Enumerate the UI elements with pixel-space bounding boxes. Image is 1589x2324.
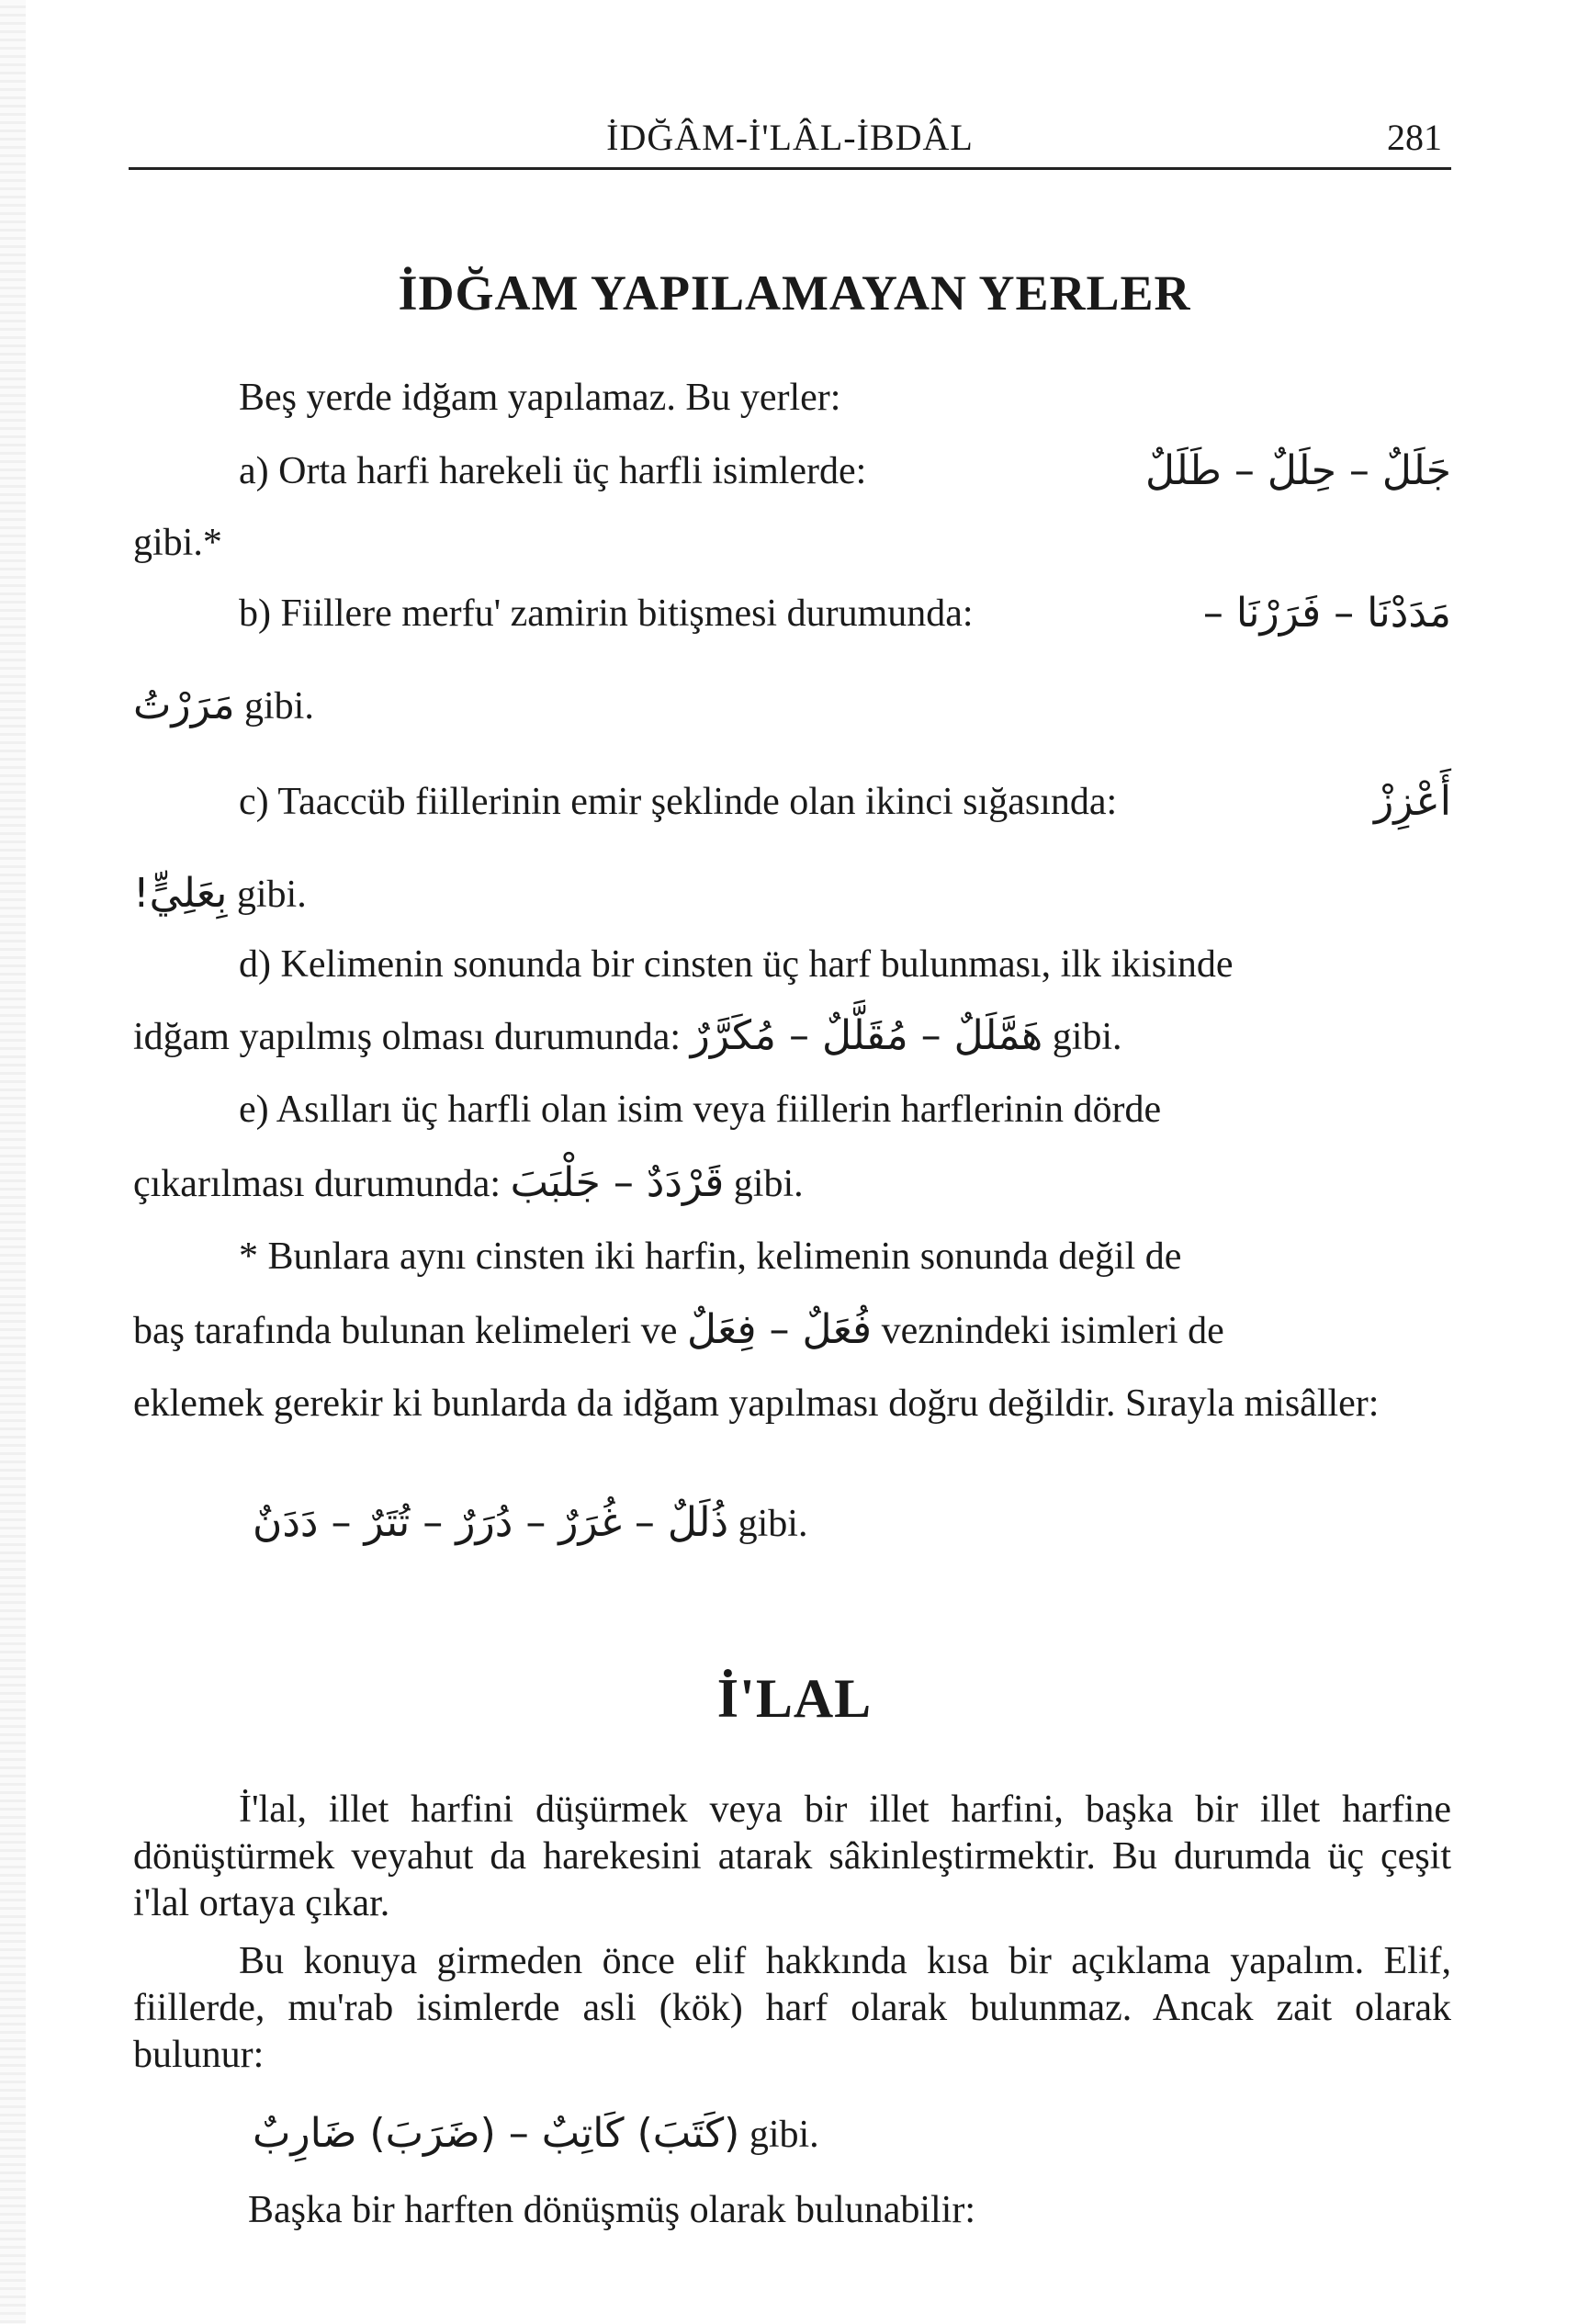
scan-edge xyxy=(0,0,26,2324)
page-header xyxy=(129,112,1451,170)
section-title-ilal: İ'LAL xyxy=(716,1668,873,1729)
ilal-example-arabic: (كَتَبَ) كَاتِبٌ – (ضَرَبَ) ضَارِبٌ xyxy=(253,2110,740,2157)
item-a-line xyxy=(133,446,1451,497)
item-d-line1: d) Kelimenin sonunda bir cinsten üç harf bulunması, ilk ikisinde xyxy=(239,943,1234,986)
item-d-arabic: هَمَّلَلٌ – مُقَلَّلٌ – مُكَرَّرٌ xyxy=(690,1012,1043,1059)
note-text-b: veznindeki isimleri de xyxy=(881,1310,1224,1352)
ilal-example xyxy=(133,2108,1451,2160)
page-number: 281 xyxy=(1387,117,1442,158)
note-examples xyxy=(133,1497,1451,1550)
item-a-text: a) Orta harfi harekeli üç harfli isimlerde: xyxy=(239,450,867,492)
item-b-arabic: مَدَدْنَا – فَرَرْنَا – xyxy=(1202,590,1451,637)
item-c-line xyxy=(133,776,1451,828)
item-c-text: c) Taaccüb fiillerinin emir şeklinde olan ikinci sığasında: xyxy=(239,781,1118,823)
item-d-gibi: gibi. xyxy=(1052,1016,1122,1058)
item-c-arabic: أَعْزِزْ xyxy=(1373,778,1451,825)
item-b-line2 xyxy=(133,680,1451,732)
note-arabic: فُعَلٌ – فِعَلٌ xyxy=(686,1306,873,1353)
item-c-line2 xyxy=(133,868,1451,920)
item-b-line xyxy=(133,588,1451,639)
item-a-arabic: جَلَلٌ – حِلَلٌ – طَلَلٌ xyxy=(1144,447,1451,494)
ilal-example-gibi: gibi. xyxy=(749,2114,819,2156)
running-head: İDĞÂM-İ'LÂL-İBDÂL xyxy=(606,117,974,158)
item-d-line2 xyxy=(133,1010,1451,1063)
ilal-paragraph-1: İ'lal, illet harfini düşürmek veya bir illet harfini, başka bir illet harfine dönüştürmek veyahut da harekesini atarak sâkinleştirmektir. Bu durumda üç çeşit i'lal ortaya çıkar. xyxy=(133,1788,1451,1924)
ilal-last-line: Başka bir harften dönüşmüş olarak bulunabilir: xyxy=(248,2189,975,2231)
item-d-text2: idğam yapılmış olması durumunda: xyxy=(133,1016,682,1058)
item-e-line2 xyxy=(133,1157,1451,1210)
note-examples-arabic: ذُلَلٌ – غُرَرٌ – دُرَرٌ – تُتَرٌ – دَدَنٌ xyxy=(253,1499,729,1546)
item-b-text: b) Fiillere merfu' zamirin bitişmesi durumunda: xyxy=(239,592,974,635)
item-e-line1: e) Asılları üç harfli olan isim veya fiillerin harflerinin dörde xyxy=(239,1089,1162,1131)
item-b-gibi: gibi. xyxy=(244,685,314,728)
item-e-text2: çıkarılması durumunda: xyxy=(133,1163,501,1205)
intro-line: Beş yerde idğam yapılamaz. Bu yerler: xyxy=(239,377,841,419)
item-b-arabic2: مَرَرْتُ xyxy=(133,682,235,728)
note-line2 xyxy=(133,1304,1451,1357)
note-rest: eklemek gerekir ki bunlarda da idğam yapılması doğru değildir. Sırayla misâller: xyxy=(133,1382,1380,1425)
note-line1: * Bunlara aynı cinsten iki harfin, kelimenin sonunda değil de xyxy=(239,1235,1182,1278)
item-a-gibi: gibi.* xyxy=(133,522,222,564)
item-e-gibi: gibi. xyxy=(733,1163,804,1205)
item-c-gibi: gibi. xyxy=(236,874,307,916)
note-examples-gibi: gibi. xyxy=(738,1503,808,1545)
item-e-arabic: قَرْدَدٌ – جَلْبَبَ xyxy=(510,1159,725,1206)
item-c-arabic2: بِعَلِيٍّ! xyxy=(133,870,228,917)
note-text-a: baş tarafında bulunan kelimeleri ve xyxy=(133,1310,678,1352)
ilal-paragraph-2: Bu konuya girmeden önce elif hakkında kısa bir açıklama yapalım. Elif, fiillerde, mu'rab isimlerde asli (kök) harf olarak bulunmaz. Ancak zait olarak bulunur: xyxy=(133,1940,1451,2076)
section-title-idgam: İDĞAM YAPILAMAYAN YERLER xyxy=(398,265,1191,321)
